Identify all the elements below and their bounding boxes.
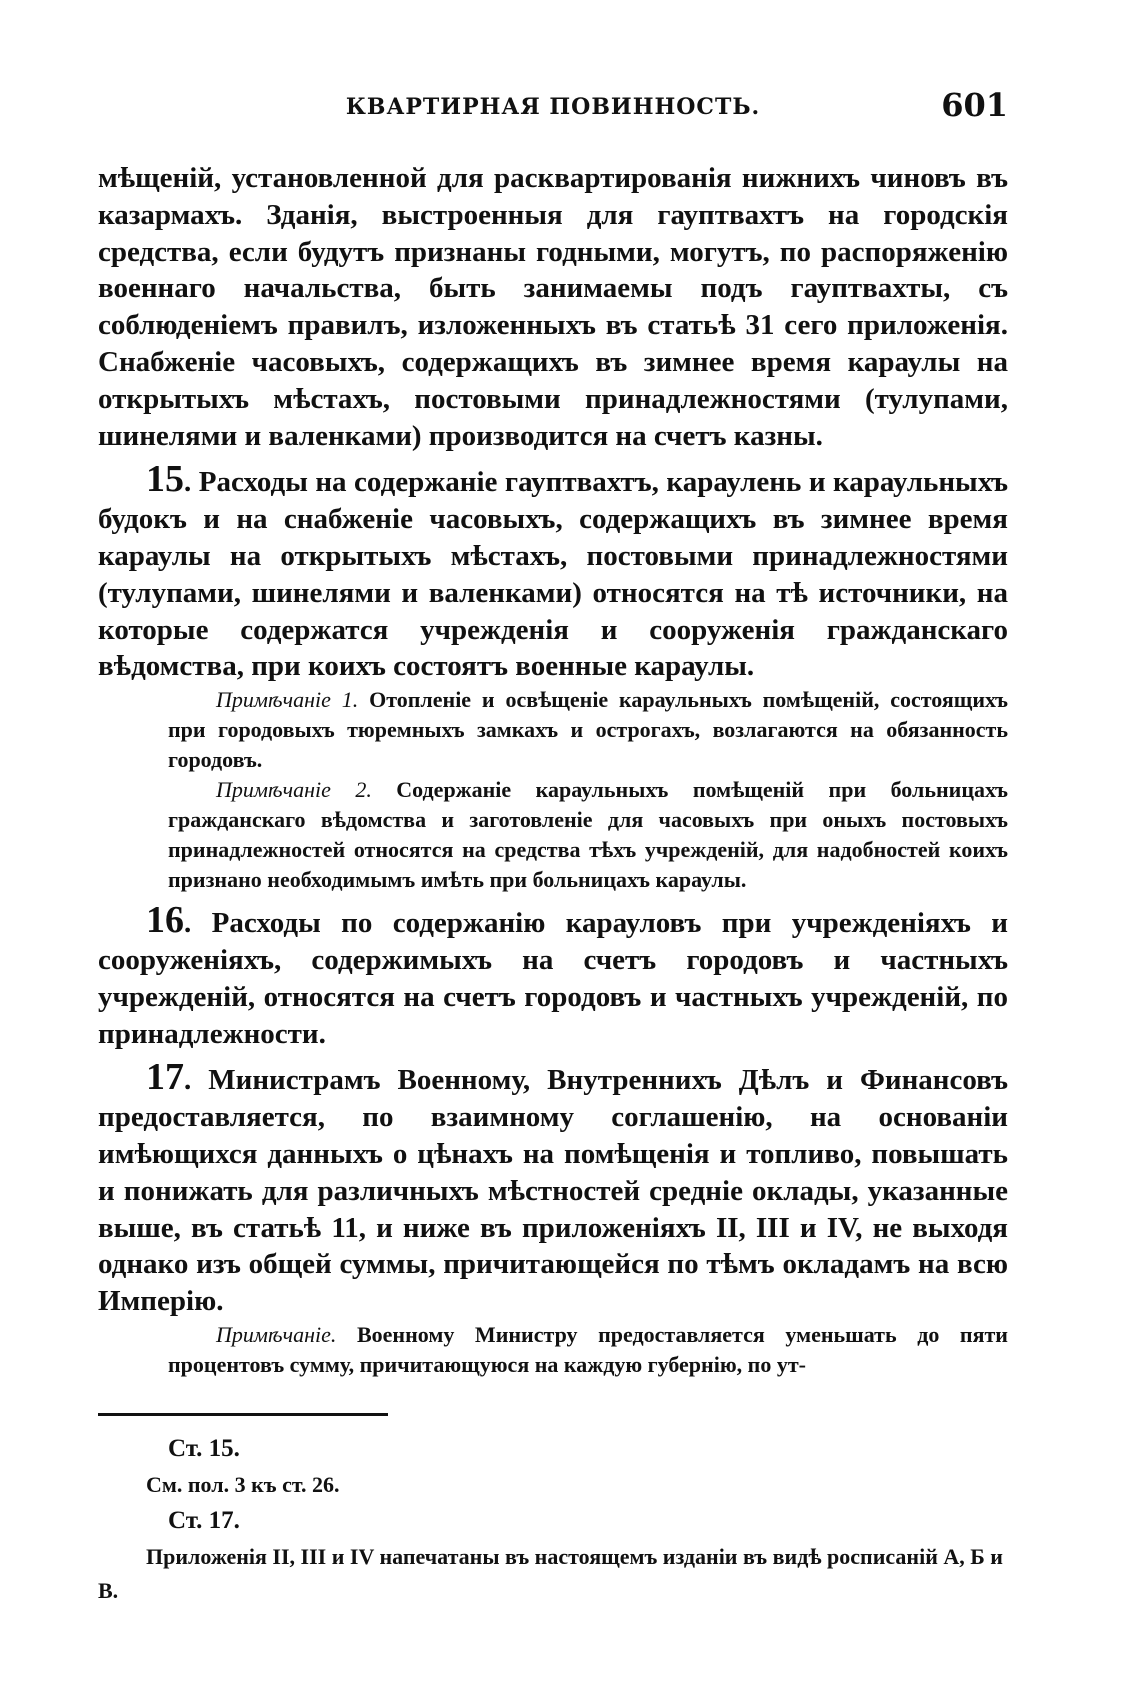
article-number: 16 <box>146 899 184 942</box>
note-paragraph <box>168 1320 1008 1380</box>
article-text: . Министрамъ Военному, Внутреннихъ Дѣлъ и Финансовъ предоставляется, по взаимному соглашенію, на основаніи имѣющихся данныхъ о цѣнахъ на помѣщенія и топливо, повышать и понижать для различныхъ мѣстностей средніе оклады, указанные выше, въ статьѣ 11, и ниже въ приложеніяхъ II, III и IV, не выходя однако изъ общей суммы, причитающейся по тѣмъ окладамъ на всю Имперію. <box>98 1064 1008 1318</box>
footnotes <box>98 1430 1008 1608</box>
main-text <box>98 160 1008 1380</box>
note-text: Отопленіе и освѣщеніе караульныхъ помѣщеній, состоящихъ при городовыхъ тюремныхъ замкахъ и острогахъ, возлагаются на обязанность городовъ. <box>168 687 1009 773</box>
article-16 <box>98 899 1008 1052</box>
article-number: 17 <box>146 1056 184 1099</box>
article-15 <box>98 458 1008 685</box>
note-2 <box>98 775 1008 895</box>
note-paragraph <box>168 775 1008 895</box>
footnote-text: См. пол. 3 къ ст. 26. <box>146 1472 340 1497</box>
page-header <box>98 86 1008 130</box>
article-number: 15 <box>146 458 184 501</box>
article-text: . Расходы на содержаніе гауптвахтъ, караулень и караульныхъ будокъ и на снабженіе часовыхъ, содержащихъ въ зимнее время караулы на открытыхъ мѣстахъ, постовыми принадлежностями (тулупами, шинелями и валенками) относятся на тѣ источники, на которые содержатся учрежденія и сооруженія гражданскаго вѣдомства, при коихъ состоятъ военные караулы. <box>98 466 1008 683</box>
paragraph-continuation: мѣщеній, установленной для расквартированія нижнихъ чиновъ въ казармахъ. Зданія, выстроенныя для гауптвахтъ на городскія средства, если будутъ признаны годными, могутъ, по распоряженію военнаго начальства, быть занимаемы подъ гауптвахты, съ соблюденіемъ правилъ, изложенныхъ въ статьѣ 31 сего приложенія. Снабженіе часовыхъ, содержащихъ въ зимнее время караулы на открытыхъ мѣстахъ, постовыми принадлежностями (тулупами, шинелями и валенками) производится на счетъ казны. <box>98 162 1008 452</box>
article-17 <box>98 1056 1008 1320</box>
note-3 <box>98 1320 1008 1380</box>
footnote-heading: Ст. 15. <box>168 1435 240 1462</box>
footnote-divider <box>98 1413 388 1416</box>
note-1 <box>98 685 1008 775</box>
note-text: Содержаніе караульныхъ помѣщеній при больницахъ гражданскаго вѣдомства и заготовленіе для часовыхъ при оныхъ постовыхъ принадлежностей относятся на средства тѣхъ учрежденій, для надобностей коихъ признано необходимымъ имѣть при больницахъ караулы. <box>168 777 1008 893</box>
page-number: 601 <box>941 86 1008 124</box>
note-label: Примѣчаніе 1. <box>216 687 359 713</box>
footnote-text: Приложенія II, III и IV напечатаны въ настоящемъ изданіи въ видѣ росписаній А, Б и В. <box>98 1544 1003 1603</box>
note-label: Примѣчаніе 2. <box>216 777 372 803</box>
note-text: Военному Министру предоставляется уменьшать до пяти процентовъ сумму, причитающуюся на каждую губернію, по ут- <box>168 1321 1008 1377</box>
running-head: КВАРТИРНАЯ ПОВИННОСТЬ. <box>345 94 761 120</box>
footnote-heading: Ст. 17. <box>168 1507 240 1534</box>
note-label: Примѣчаніе. <box>216 1321 337 1347</box>
note-paragraph <box>168 685 1008 775</box>
article-text: . Расходы по содержанію карауловъ при учрежденіяхъ и сооруженіяхъ, содержимыхъ на счетъ городовъ и частныхъ учрежденій, относятся на счетъ городовъ и частныхъ учрежденій, по принадлежности. <box>98 907 1008 1050</box>
